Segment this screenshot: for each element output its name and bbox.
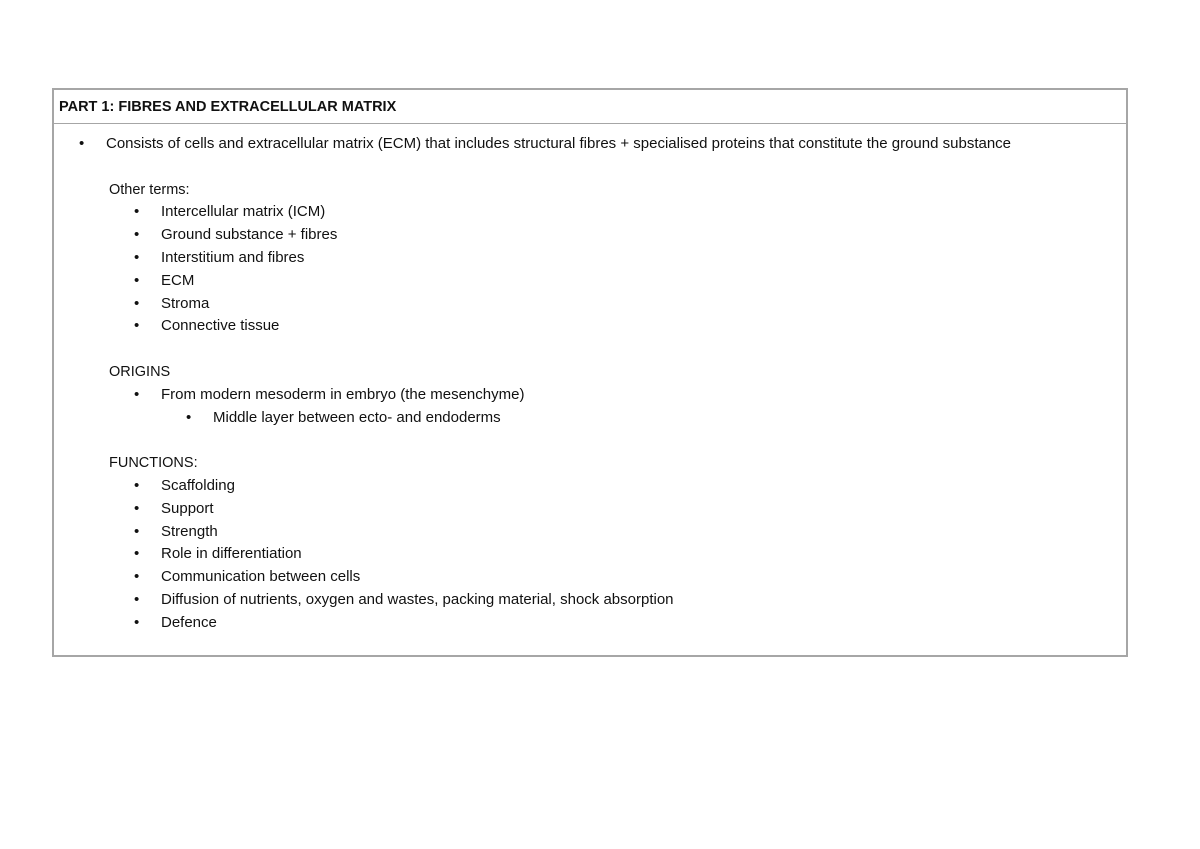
list-item-text: Strength — [161, 522, 218, 540]
section-other-terms — [109, 179, 1126, 339]
list-item — [109, 543, 1126, 566]
list-item-text: Ground substance + fibres — [161, 226, 338, 244]
intro-list — [54, 133, 1126, 156]
list-item-text: Intercellular matrix (ICM) — [161, 203, 326, 221]
content-table — [52, 88, 1128, 657]
list-item — [109, 566, 1126, 589]
list-item-text: From modern mesoderm in embryo (the mesenchyme) — [161, 385, 525, 403]
section-origins — [109, 361, 1126, 429]
list-item-text: Communication between cells — [161, 568, 361, 586]
list-item-text: Support — [161, 499, 214, 517]
list-item — [109, 247, 1126, 270]
list-item — [109, 384, 1126, 407]
list-item-text: Consists of cells and extracellular matrix (ECM) that includes structural fibres + specialised proteins that constitute the ground substance — [106, 135, 1012, 152]
table-body-cell — [54, 124, 1126, 635]
list-item-text: Connective tissue — [161, 317, 280, 335]
list-item-text: Role in differentiation — [161, 545, 302, 563]
sub-list-item — [109, 407, 1126, 430]
section-heading: FUNCTIONS: — [109, 455, 198, 472]
list-item — [109, 612, 1126, 635]
list-item-text: Diffusion of nutrients, oxygen and wastes, packing material, shock absorption — [161, 590, 674, 608]
spacer — [54, 156, 1126, 179]
list-item-text: Scaffolding — [161, 476, 235, 494]
list-item — [54, 133, 1126, 156]
list-item — [109, 270, 1126, 293]
functions-list — [109, 475, 1126, 635]
document-title: PART 1: FIBRES AND EXTRACELLULAR MATRIX — [59, 98, 397, 115]
list-item-text: ECM — [161, 271, 195, 289]
list-item-text: Interstitium and fibres — [161, 248, 305, 266]
spacer — [54, 338, 1126, 361]
section-heading: Other terms: — [109, 181, 190, 198]
other-terms-list — [109, 201, 1126, 338]
list-item — [109, 498, 1126, 521]
origins-sub-list — [109, 407, 1126, 430]
list-item — [109, 315, 1126, 338]
list-item — [109, 201, 1126, 224]
spacer — [54, 429, 1126, 452]
list-item-text: Middle layer between ecto- and endoderms — [213, 408, 501, 426]
table-header-cell — [54, 90, 1126, 124]
list-item — [109, 589, 1126, 612]
list-item — [109, 475, 1126, 498]
list-item — [109, 521, 1126, 544]
list-item-text: Defence — [161, 613, 217, 631]
section-heading: ORIGINS — [109, 363, 171, 380]
list-item — [109, 224, 1126, 247]
section-functions — [109, 452, 1126, 634]
list-item — [109, 293, 1126, 316]
list-item-text: Stroma — [161, 294, 210, 312]
origins-list — [109, 384, 1126, 407]
